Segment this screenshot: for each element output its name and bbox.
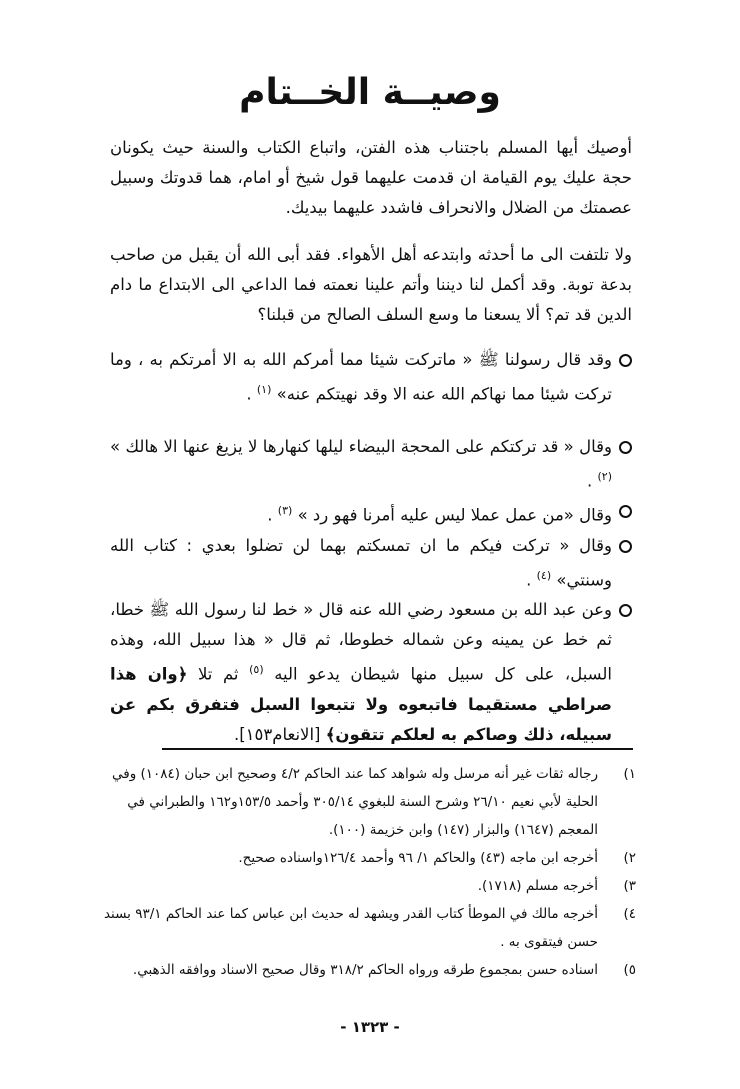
footnote-text: أخرجه مسلم (١٧١٨). [477,878,598,894]
footnote-number: ١) [623,766,636,782]
paragraph-2: ولا تلتفت الى ما أحدثه وابتدعه أهل الأهواء. فقد أبى الله أن يقبل من صاحب بدعة توبة. وقد أكمل لنا ديننا وأتم علينا نعمته فما الداعي الى الابتداع ما دام الدين قد تم؟ ألا يسعنا ما وسع السلف الصالح من قبلنا؟ [110,245,632,324]
bullet-icon [619,604,632,617]
bullet-icon [619,441,632,454]
item-end: . [586,471,593,490]
item-end: . [526,570,532,589]
bullet-icon [619,540,632,553]
footnote-number: ٢) [623,850,636,866]
footnote-ref: (٢) [597,469,612,483]
footnote-text: أخرجه ابن ماجه (٤٣) والحاكم ١/ ٩٦ وأحمد ١٢٦/٤واسناده صحيح. [238,850,598,866]
page-number: - ١٣٢٣ - [340,1018,400,1036]
item-text: وعن عبد الله بن مسعود رضي الله عنه قال « خط لنا رسول الله ﷺ خطا، ثم خط عن يمينه وعن شماله خطوطا، ثم قال « هذا سبيل الله، وهذه السبل، على كل سبيل منها شيطان يدعو اليه [110,600,613,684]
quran-reference: [الانعام١٥٣]. [233,724,321,744]
list-item [110,496,632,531]
footnote-text: رجاله ثقات غير أنه مرسل وله شواهد كما عند الحاكم ٤/٢ وصحيح ابن حبان (١٠٨٤) وفي الحلية لأبي نعيم ٢٦/١٠ وشرح السنة للبغوي ٣٠٥/١٤ وأحمد ١٥٣/٥و١٦٢ والطبراني في المعجم (١٦٤٧) والبزار (١٤٧) وابن خزيمة (١٠٠). [111,766,598,838]
footnote [100,844,636,872]
item-text: وقال « تركت فيكم ما ان تمسكتم بهما لن تضلوا بعدي : كتاب الله وسنتي» [110,535,612,589]
page-title: وصيــة الخــتام [239,72,501,113]
list-item [110,345,632,410]
footnote-text: أخرجه مالك في الموطأ كتاب القدر ويشهد له حديث ابن عباس كما عند الحاكم ٩٣/١ بسند حسن فيتقوى به . [103,906,598,950]
footnote [100,872,636,900]
bullet-icon [619,505,632,518]
bullet-icon [619,354,632,367]
footnote-ref: (١) [256,383,272,396]
item-text: وقال «من عمل عملا ليس عليه أمرنا فهو رد » [297,505,612,525]
footnote-number: ٥) [623,962,636,978]
item-text: وقد قال رسولنا ﷺ « ماتركت شيئا مما أمركم الله به الا أمرتكم به ، وما تركت شيئا مما نهاكم الله عنه الا وقد نهيتكم عنه» [110,350,612,404]
footnote [100,760,636,844]
item-text: وقال « قد تركتكم على المحجة البيضاء ليلها كنهارها لا يزيغ عنها الا هالك » [110,436,612,456]
footnotes [100,760,636,984]
footnote [100,900,636,956]
item-end: . [267,505,273,525]
quran-verse: ﴿وان هذا صراطي مستقيما فاتبعوه ولا تتبعوا السبل فتفرق بكم عن سبيله، ذلك وصاكم به لعلكم تتقون﴾ [110,664,612,744]
footnote-ref: (٥) [249,663,264,676]
paragraph-1: أوصيك أيها المسلم باجتناب هذه الفتن، واتباع الكتاب والسنة حيث يكونان حجة عليك يوم القيامة ان قدمت عليهما قول شيخ أو امام، هما قدوتك وسبيل عصمتك من الضلال والانحراف فاشدد عليهما بيديك. [110,138,632,217]
item-end: . [246,384,252,404]
list-item [110,595,632,750]
footnote-divider [162,748,633,750]
list-item [110,531,632,596]
footnote [100,956,636,984]
item-end: ثم تلا [197,664,239,684]
footnote-number: ٤) [623,906,636,922]
footnote-ref: (٣) [277,504,293,517]
list-item [110,432,632,497]
hadith-list [110,345,632,750]
footnote-number: ٣) [623,878,636,894]
footnote-text: اسناده حسن بمجموع طرقه ورواه الحاكم ٣١٨/٢ وقال صحيح الاسناد ووافقه الذهبي. [132,962,598,978]
footnote-ref: (٤) [536,568,552,582]
